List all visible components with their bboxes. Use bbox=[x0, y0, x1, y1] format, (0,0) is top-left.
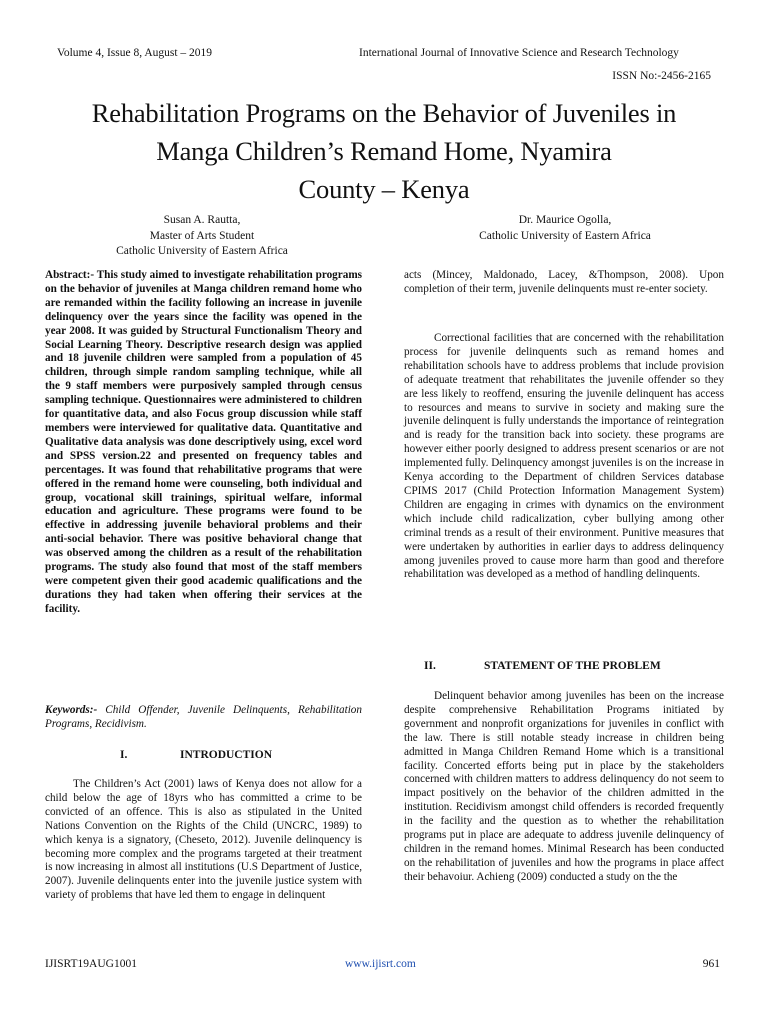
section-title: STATEMENT OF THE PROBLEM bbox=[484, 660, 661, 672]
section-heading-introduction bbox=[120, 749, 272, 761]
section-number: II. bbox=[424, 660, 436, 672]
statement-text: Delinquent behavior among juveniles has been on the increase despite comprehensive Rehabilitation Programs initiated by government and nonprofit organizations for juveniles in conflict with the law. There is still notable steady increase in children being admitted in Manga Children Remand Home which is a transitional facility. Concerted efforts being put in place by the stakeholders concerned with children matters to address delinquency do not seem to impact positively on the behavior of the children admitted in the institution. Recidivism amongst child offenders is recorded frequently in the facility and the question as to whether the rehabilitation programs put in place are adequate to address juvenile delinquency of children in the remand homes. Minimal Research has been conducted on the rehabilitation of juveniles and how the programs in place affect their behavoiur. Achieng (2009) conducted a study on the the bbox=[404, 690, 724, 883]
title-line: Rehabilitation Programs on the Behavior of Juveniles in bbox=[91, 98, 677, 128]
keywords bbox=[45, 704, 362, 732]
section-number: I. bbox=[120, 749, 128, 761]
paper-title bbox=[30, 94, 738, 208]
footer-paper-id: IJISRT19AUG1001 bbox=[45, 958, 137, 970]
paragraph: Correctional facilities that are concerned with the rehabilitation process for juvenile delinquents such as remand homes and rehabilitation schools have to address problems that include provision of adequate treatment that rehabilitates the juvenile offender so they are less likely to reoffend, ensuring the juvenile delinquent has access to resources and means to survive in society and making sure the juvenile delinquent is fully understands the importance of reintegration and is ready for the transition back into society. these programs are however either poorly designed to address present scenarios or are not implemented fully. Delinquency amongst juveniles is on the increase in Kenya according to the Department of children Services database CPIMS 2017 (Child Protection Information Management System) Children are engaging in crimes with dynamics on the environment which include child radicalization, cyber bullying among other criminal trends as a result of their environment. Punitive measures that were undertaken by authorities in earlier days to address delinquency among juveniles proved to cause more harm than good and therefore rehabilitation was developed as a method of handling delinquents. bbox=[404, 332, 724, 581]
author-affiliation: Catholic University of Eastern Africa bbox=[116, 245, 288, 257]
running-header-volume: Volume 4, Issue 8, August – 2019 bbox=[57, 47, 213, 59]
author-affiliation: Catholic University of Eastern Africa bbox=[479, 229, 651, 242]
introduction-text bbox=[45, 778, 362, 903]
author-name: Susan A. Rautta, bbox=[163, 214, 241, 226]
keywords-label: Keywords:- bbox=[45, 704, 98, 716]
author-role: Master of Arts Student bbox=[149, 229, 255, 242]
paragraph: The Children’s Act (2001) laws of Kenya does not allow for a child below the age of 18yrs who has committed a crime to be convicted of an offence. This is also as stipulated in the United Nations Convention on the Rights of the Child (UNCRC, 1989) to which kenya is a signatory, (Cheseto, 2012). Juvenile delinquency is becoming more complex and the programs targeted at their treatment is now increasing in almost all institutions (U.S Department of Justice, 2007). Juvenile delinquents enter into the juvenile justice system with variety of problems that have led them to engage in delinquent bbox=[45, 778, 362, 902]
title-line: County – Kenya bbox=[298, 174, 470, 204]
paragraph: acts (Mincey, Maldonado, Lacey, &Thompson, 2008). Upon completion of their term, juvenile delinquents must re-enter society. bbox=[404, 269, 724, 295]
section-heading-statement bbox=[424, 660, 661, 672]
section-title: INTRODUCTION bbox=[180, 749, 273, 761]
issn: ISSN No:-2456-2165 bbox=[612, 70, 711, 82]
title-line: Manga Children’s Remand Home, Nyamira bbox=[156, 136, 612, 166]
author-1 bbox=[92, 213, 312, 260]
abstract: Abstract:- This study aimed to investigate rehabilitation programs on the behavior of juveniles at Manga children remand home who are remanded within the facility following an increase in juvenile delinquency over the years since the facility was opened in the year 2008. It was guided by Structural Functionalism Theory and Social Learning Theory. Descriptive research design was applied and 18 juvenile children were sampled from a population of 45 children, through simple random sampling technique, while all the 9 staff members were purposively sampled through census sampling technique. Questionnaires were administered to children for quantitative data, and also Focus group discussion while staff members were interviewed for qualitative data. Quantitative and Qualitative data analysis was done descriptively using, excel word and SPSS version.22 and presented on frequency tables and percentages. It was found that rehabilitative programs that were offered in the remand home were counseling, both individual and group, vocational skill trainings, spiritual welfare, informal education and agriculture. These programs were found to be effective in addressing juvenile behavioral problems and their anti-social behavior. There was positive behavioral change that was observed among the children as a result of the rehabilitation programs. The study also found that most of the staff members were competent given their good academic qualifications and the durations they had taken when offering their services at the facility. bbox=[45, 269, 362, 615]
page-number: 961 bbox=[702, 958, 720, 970]
author-2 bbox=[455, 213, 675, 244]
keywords-text: Child Offender, Juvenile Delinquents, Rehabilitation Programs, Recidivism. bbox=[45, 704, 362, 730]
footer-website-link[interactable]: www.ijisrt.com bbox=[345, 958, 416, 970]
running-header-journal: International Journal of Innovative Science and Research Technology bbox=[359, 47, 679, 59]
author-name: Dr. Maurice Ogolla, bbox=[518, 214, 612, 226]
